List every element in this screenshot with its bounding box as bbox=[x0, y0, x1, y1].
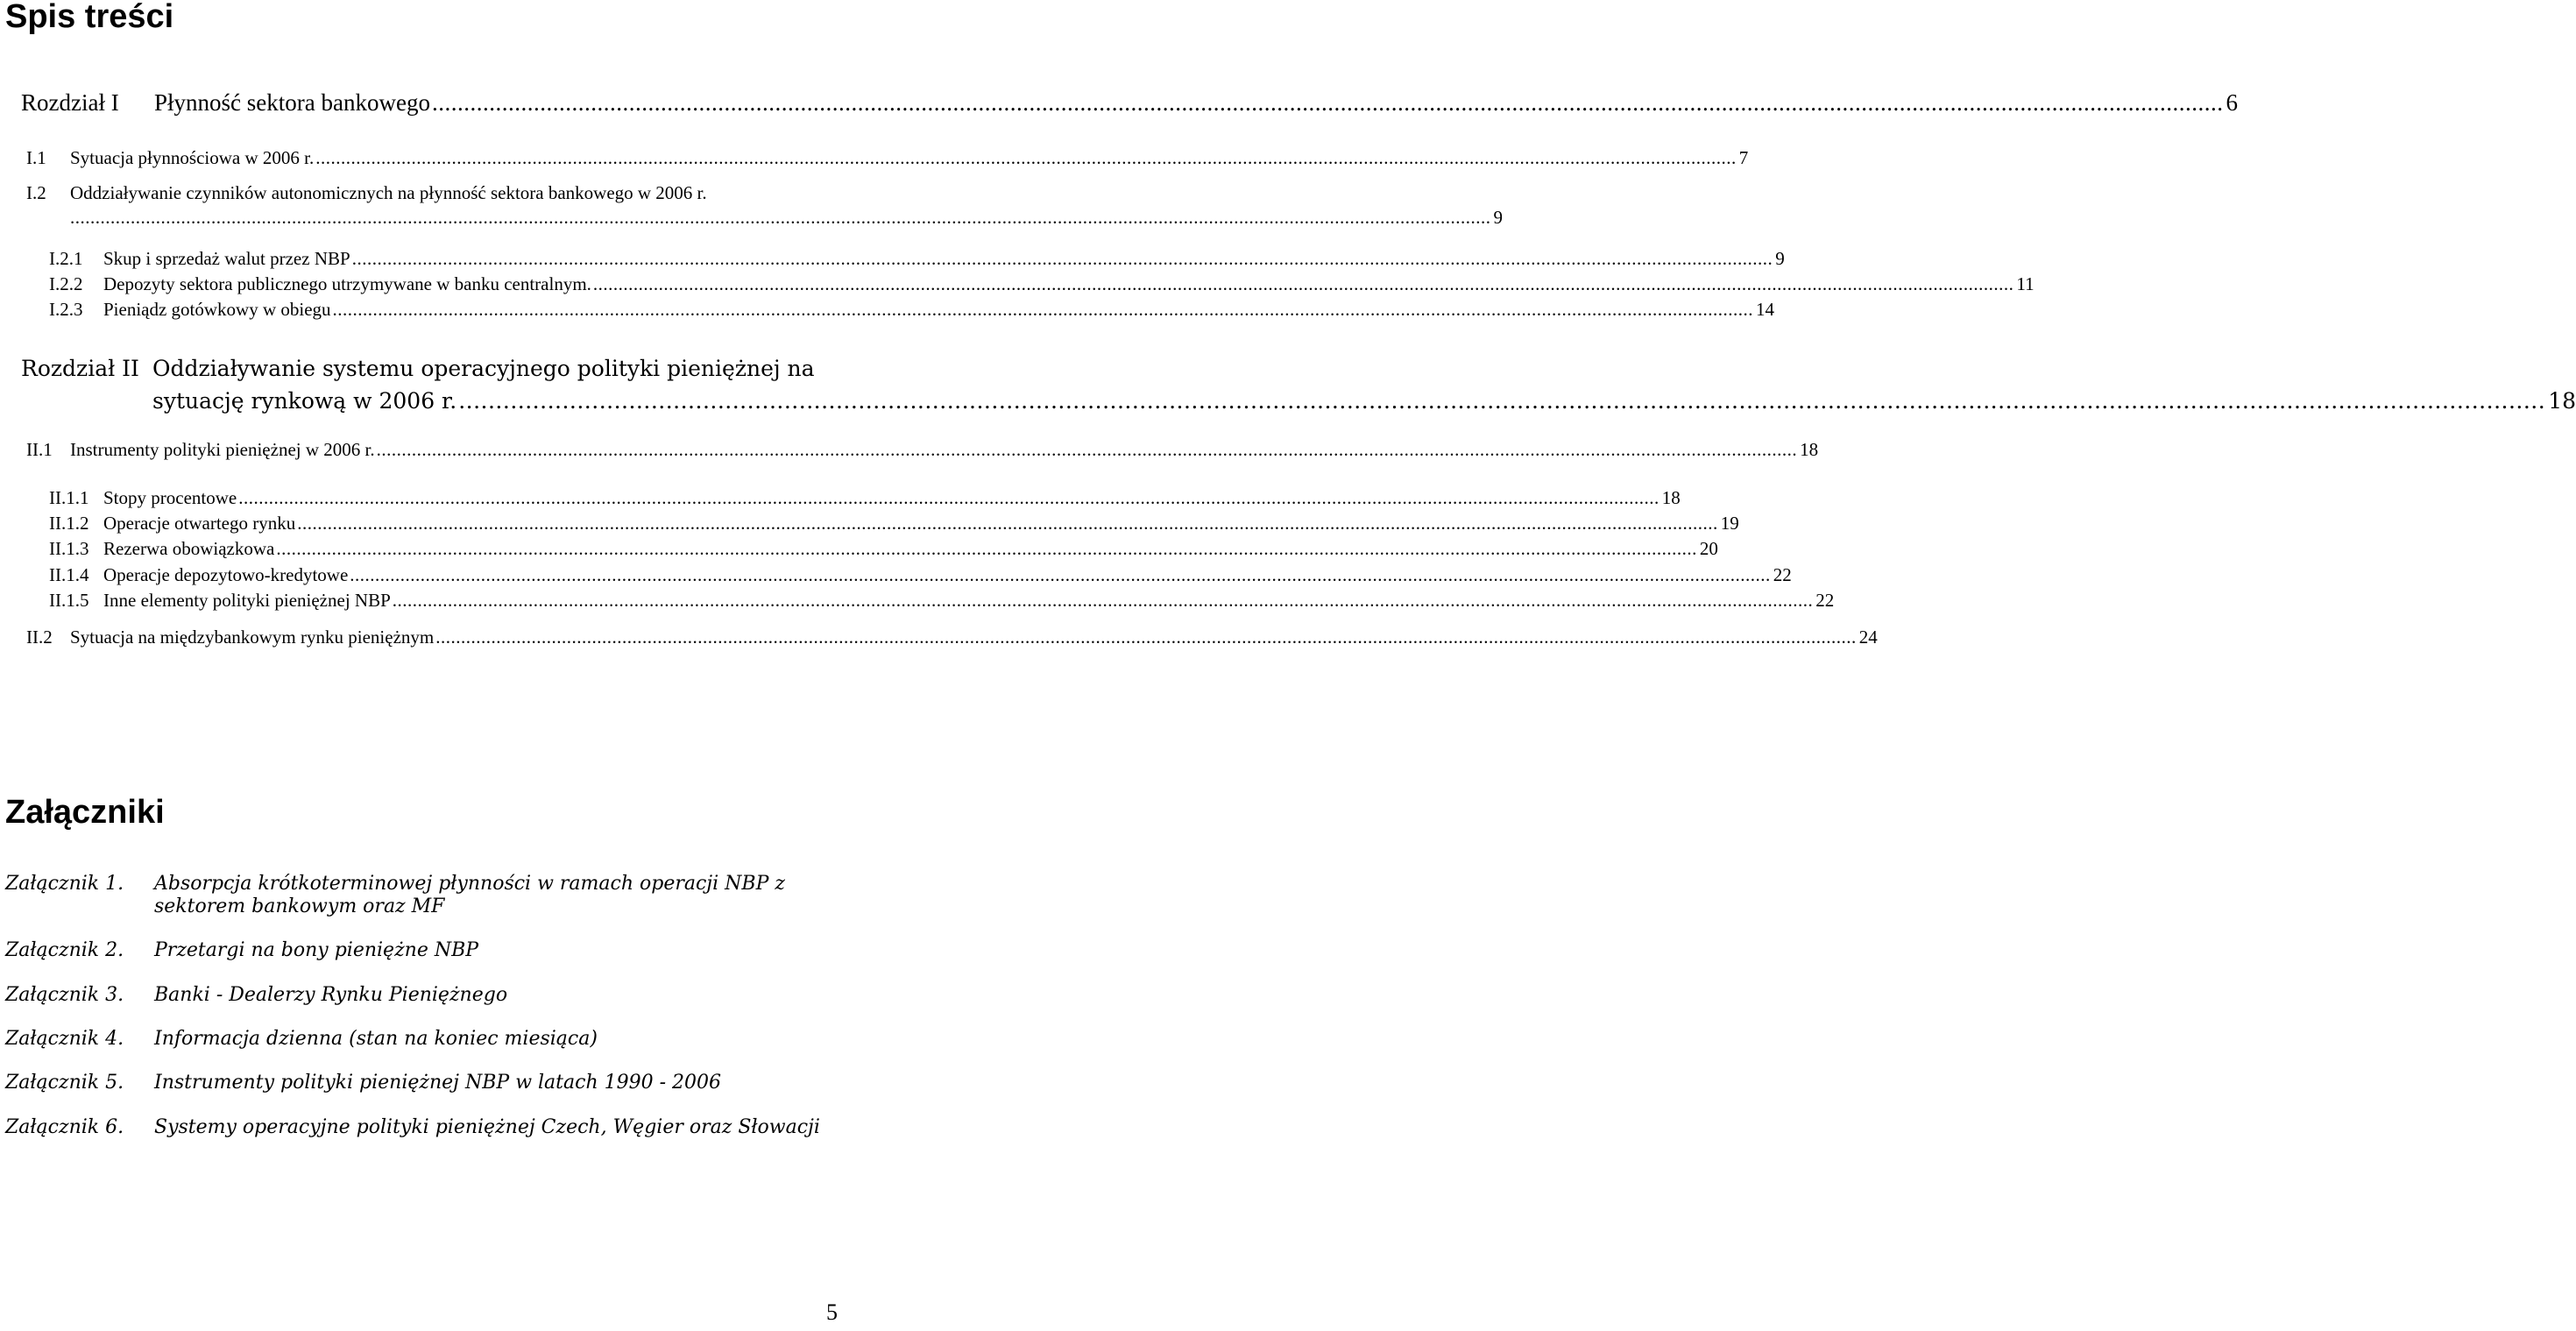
annex-text: Absorpcja krótkoterminowej płynności w ramach operacji NBP z sektorem bankowym oraz MF bbox=[154, 873, 785, 917]
toc-entry-title: Rezerwa obowiązkowa bbox=[103, 538, 275, 559]
toc-leader-dots bbox=[350, 564, 1771, 586]
toc-entry-page: 18 bbox=[1800, 439, 1819, 460]
annex-item-6[interactable] bbox=[5, 1116, 829, 1141]
toc-entry-title: Operacje depozytowo-kredytowe bbox=[103, 564, 349, 585]
toc-entry-page: 7 bbox=[1738, 147, 1749, 168]
annex-text: Systemy operacyjne polityki pieniężnej Czech, Węgier oraz Słowacji bbox=[154, 1116, 820, 1138]
annex-text: Instrumenty polityki pieniężnej NBP w latach 1990 - 2006 bbox=[154, 1072, 722, 1094]
toc-entry-1-2-3[interactable] bbox=[49, 299, 1775, 321]
annex-label: Załącznik 4. bbox=[5, 1028, 124, 1050]
toc-leader-dots bbox=[276, 538, 1697, 560]
toc-entry-page: 18 bbox=[1661, 487, 1681, 508]
toc-entry-2-1-2[interactable] bbox=[49, 513, 1739, 535]
annex-text: Informacja dzienna (stan na koniec miesiąca) bbox=[154, 1028, 598, 1050]
toc-leader-dots bbox=[70, 207, 1491, 229]
toc-entry-2-1-5[interactable] bbox=[49, 590, 1835, 612]
toc-leader-dots bbox=[297, 513, 1718, 535]
toc-entry-2-1[interactable] bbox=[26, 439, 1819, 461]
toc-entry-title: Płynność sektora bankowego bbox=[154, 89, 430, 116]
toc-leader-dots bbox=[393, 590, 1814, 612]
toc-entry-number: Rozdział II bbox=[21, 356, 139, 381]
toc-entry-number: II.1.3 bbox=[49, 538, 89, 559]
annex-label: Załącznik 6. bbox=[5, 1116, 124, 1138]
annex-item-5[interactable] bbox=[5, 1072, 829, 1096]
toc-entry-1-2-2[interactable] bbox=[49, 273, 2035, 295]
toc-entry-1-2[interactable] bbox=[26, 182, 707, 204]
toc-entry-number: I.1 bbox=[26, 147, 46, 168]
toc-entry-1-1[interactable] bbox=[26, 147, 1749, 169]
toc-leader-dots bbox=[238, 487, 1660, 509]
toc-leader-dots bbox=[593, 273, 2014, 295]
toc-entry-title: Oddziaływanie czynników autonomicznych na płynność sektora bankowego w 2006 r. bbox=[70, 182, 707, 203]
toc-entry-title: Skup i sprzedaż walut przez NBP bbox=[103, 248, 350, 269]
toc-entry-number: II.2 bbox=[26, 627, 53, 648]
annex-text: Przetargi na bony pieniężne NBP bbox=[154, 939, 479, 961]
toc-entry-page: 9 bbox=[1775, 248, 1785, 269]
toc-entry-number: II.1.1 bbox=[49, 487, 89, 508]
toc-heading: Spis treści bbox=[5, 0, 174, 35]
toc-entry-title: Sytuacja na międzybankowym rynku pieniężnym bbox=[70, 627, 435, 648]
annex-heading: Załączniki bbox=[5, 794, 165, 831]
toc-entry-2-2[interactable] bbox=[26, 627, 1878, 648]
toc-entry-page: 20 bbox=[1699, 538, 1718, 559]
toc-leader-dots bbox=[352, 248, 1773, 270]
toc-entry-page: 14 bbox=[1756, 299, 1775, 320]
toc-entry-title: Operacje otwartego rynku bbox=[103, 513, 296, 534]
toc-entry-chapter-2-continuation bbox=[152, 388, 2576, 414]
toc-entry-1-2-continuation bbox=[70, 207, 1503, 229]
toc-entry-page: 22 bbox=[1815, 590, 1835, 611]
annex-label: Załącznik 2. bbox=[5, 939, 124, 961]
toc-entry-number: II.1.2 bbox=[49, 513, 89, 534]
toc-leader-dots bbox=[435, 627, 1857, 648]
toc-entry-chapter-2[interactable] bbox=[21, 356, 815, 381]
annex-item-1[interactable] bbox=[5, 873, 829, 925]
toc-entry-number: Rozdział I bbox=[21, 89, 119, 116]
toc-entry-number: II.1.5 bbox=[49, 590, 89, 611]
toc-entry-number: II.1 bbox=[26, 439, 53, 460]
toc-leader-dots bbox=[315, 147, 1737, 169]
page-number: 5 bbox=[826, 1299, 838, 1325]
toc-entry-number: I.2.3 bbox=[49, 299, 83, 320]
toc-entry-page: 11 bbox=[2016, 273, 2035, 294]
toc-entry-page: 18 bbox=[2548, 388, 2576, 414]
annex-item-3[interactable] bbox=[5, 984, 829, 1009]
toc-entry-2-1-3[interactable] bbox=[49, 538, 1718, 560]
toc-entry-title: Stopy procentowe bbox=[103, 487, 237, 508]
toc-leader-dots bbox=[377, 439, 1798, 461]
toc-entry-number: I.2 bbox=[26, 182, 46, 203]
toc-entry-page: 19 bbox=[1720, 513, 1739, 534]
toc-entry-title: Depozyty sektora publicznego utrzymywane w banku centralnym. bbox=[103, 273, 591, 294]
annex-item-2[interactable] bbox=[5, 939, 829, 964]
annex-label: Załącznik 1. bbox=[5, 873, 124, 895]
annex-item-4[interactable] bbox=[5, 1028, 829, 1052]
toc-entry-title: Instrumenty polityki pieniężnej w 2006 r. bbox=[70, 439, 375, 460]
annex-text: Banki - Dealerzy Rynku Pieniężnego bbox=[154, 984, 508, 1006]
toc-entry-page: 24 bbox=[1858, 627, 1878, 648]
annex-label: Załącznik 3. bbox=[5, 984, 124, 1006]
toc-entry-page: 22 bbox=[1773, 564, 1792, 585]
toc-entry-title: Sytuacja płynnościowa w 2006 r. bbox=[70, 147, 315, 168]
toc-entry-number: II.1.4 bbox=[49, 564, 89, 585]
toc-entry-2-1-1[interactable] bbox=[49, 487, 1681, 509]
toc-entry-page: 9 bbox=[1493, 207, 1503, 228]
toc-leader-dots bbox=[432, 89, 2224, 117]
toc-entry-2-1-4[interactable] bbox=[49, 564, 1792, 586]
toc-entry-chapter-1[interactable] bbox=[21, 89, 2238, 117]
toc-entry-title: Oddziaływanie systemu operacyjnego polityki pieniężnej na bbox=[152, 356, 815, 381]
toc-entry-number: I.2.1 bbox=[49, 248, 83, 269]
toc-entry-page: 6 bbox=[2226, 89, 2238, 116]
annex-label: Załącznik 5. bbox=[5, 1072, 124, 1094]
toc-entry-1-2-1[interactable] bbox=[49, 248, 1785, 270]
toc-entry-title: Pieniądz gotówkowy w obiegu bbox=[103, 299, 331, 320]
toc-entry-number: I.2.2 bbox=[49, 273, 83, 294]
toc-leader-dots bbox=[333, 299, 1754, 321]
toc-entry-title: Inne elementy polityki pieniężnej NBP bbox=[103, 590, 391, 611]
toc-entry-title: sytuację rynkową w 2006 r. bbox=[152, 388, 457, 414]
toc-leader-dots bbox=[458, 388, 2545, 414]
